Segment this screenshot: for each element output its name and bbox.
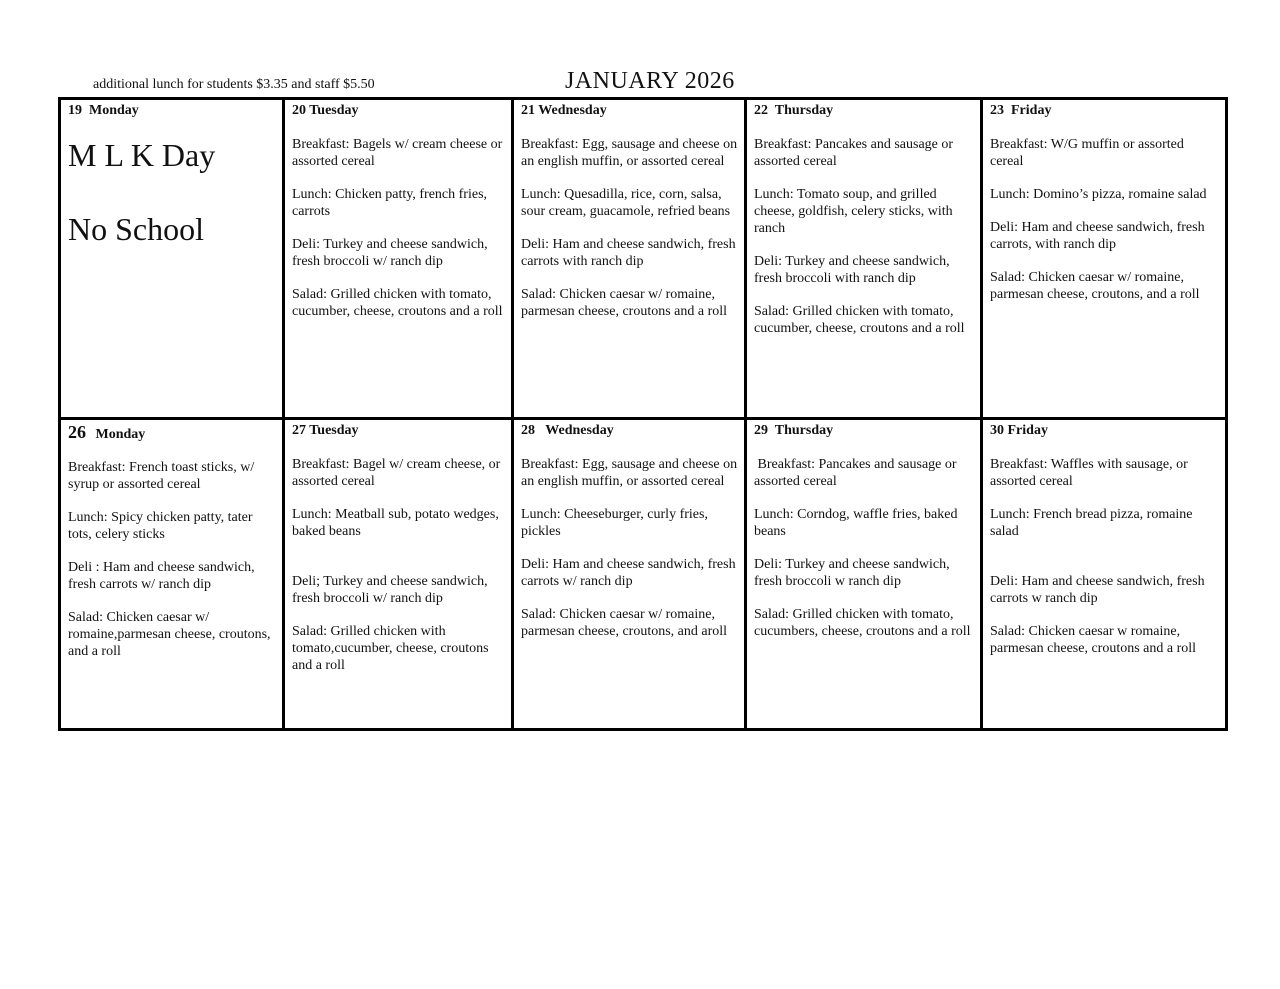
breakfast-item: Breakfast: Waffles with sausage, or assorted cereal — [990, 457, 1188, 489]
deli-item: Deli: Turkey and cheese sandwich, fresh broccoli w/ ranch dip — [292, 237, 488, 269]
salad-item: Salad: Chicken caesar w/ romaine, parmesan cheese, croutons, and a roll — [990, 270, 1200, 302]
deli-item: Deli: Ham and cheese sandwich, fresh carrots w ranch dip — [990, 574, 1205, 606]
lunch-item: Lunch: Corndog, waffle fries, baked beans — [754, 507, 958, 539]
breakfast-item: Breakfast: Egg, sausage and cheese on an english muffin, or assorted cereal — [521, 457, 738, 489]
day-cell-22-thursday — [747, 100, 983, 420]
lunch-item: Lunch: Chicken patty, french fries, carrots — [292, 187, 488, 219]
holiday-title: M L K Day — [68, 137, 216, 173]
day-header: 28 Wednesday — [521, 423, 614, 438]
day-cell-23-friday — [983, 100, 1225, 420]
salad-item: Salad: Grilled chicken with tomato,cucumber, cheese, croutons and a roll — [292, 624, 489, 673]
menu-calendar-grid — [58, 97, 1228, 731]
calendar-title: JANUARY 2026 — [565, 68, 735, 94]
day-name: Monday — [95, 427, 146, 442]
holiday-subtitle: No School — [68, 211, 204, 247]
deli-item: Deli: Ham and cheese sandwich, fresh carrots w/ ranch dip — [521, 557, 736, 589]
day-cell-30-friday — [983, 420, 1225, 728]
breakfast-item: Breakfast: Bagel w/ cream cheese, or assorted cereal — [292, 457, 501, 489]
day-header: 20 Tuesday — [292, 103, 359, 118]
day-cell-20-tuesday — [285, 100, 514, 420]
lunch-item: Lunch: Tomato soup, and grilled cheese, goldfish, celery sticks, with ranch — [754, 187, 953, 236]
deli-item: Deli; Turkey and cheese sandwich, fresh broccoli w/ ranch dip — [292, 574, 488, 606]
lunch-item: Lunch: Cheeseburger, curly fries, pickles — [521, 507, 708, 539]
deli-item: Deli: Turkey and cheese sandwich, fresh broccoli w ranch dip — [754, 557, 950, 589]
day-header — [68, 424, 276, 443]
day-cell-29-thursday — [747, 420, 983, 728]
deli-item: Deli: Ham and cheese sandwich, fresh carrots with ranch dip — [521, 237, 736, 269]
salad-item: Salad: Chicken caesar w romaine, parmesan cheese, croutons and a roll — [990, 624, 1197, 656]
day-header: 27 Tuesday — [292, 423, 359, 438]
breakfast-item: Breakfast: Egg, sausage and cheese on an english muffin, or assorted cereal — [521, 137, 738, 169]
day-cell-26-monday — [61, 420, 285, 728]
breakfast-item: Breakfast: French toast sticks, w/ syrup or assorted cereal — [68, 460, 255, 492]
lunch-item: Lunch: French bread pizza, romaine salad — [990, 507, 1193, 539]
day-cell-19-monday — [61, 100, 285, 420]
day-cell-21-wednesday — [514, 100, 747, 420]
breakfast-item: Breakfast: Bagels w/ cream cheese or assorted cereal — [292, 137, 503, 169]
breakfast-item: Breakfast: Pancakes and sausage or assorted cereal — [754, 457, 961, 489]
lunch-item: Lunch: Spicy chicken patty, tater tots, celery sticks — [68, 510, 253, 542]
day-header: 29 Thursday — [754, 423, 834, 438]
deli-item: Deli : Ham and cheese sandwich, fresh carrots w/ ranch dip — [68, 560, 255, 592]
salad-item: Salad: Chicken caesar w/ romaine, parmesan cheese, croutons, and aroll — [521, 607, 728, 639]
day-header: 23 Friday — [990, 103, 1052, 118]
day-header: 22 Thursday — [754, 103, 834, 118]
breakfast-item: Breakfast: W/G muffin or assorted cereal — [990, 137, 1184, 169]
day-header: 30 Friday — [990, 423, 1048, 438]
day-header: 21 Wednesday — [521, 103, 607, 118]
day-header: 19 Monday — [68, 103, 139, 118]
salad-item: Salad: Grilled chicken with tomato, cucumber, cheese, croutons and a roll — [754, 304, 965, 336]
lunch-item: Lunch: Quesadilla, rice, corn, salsa, sour cream, guacamole, refried beans — [521, 187, 731, 219]
salad-item: Salad: Chicken caesar w/ romaine,parmesan cheese, croutons, and a roll — [68, 610, 271, 659]
price-note: additional lunch for students $3.35 and staff $5.50 — [93, 77, 375, 92]
day-number: 26 — [68, 422, 86, 442]
deli-item: Deli: Ham and cheese sandwich, fresh carrots, with ranch dip — [990, 220, 1205, 252]
day-cell-28-wednesday — [514, 420, 747, 728]
breakfast-item: Breakfast: Pancakes and sausage or assorted cereal — [754, 137, 954, 169]
lunch-item: Lunch: Meatball sub, potato wedges, baked beans — [292, 507, 499, 539]
salad-item: Salad: Grilled chicken with tomato, cucumbers, cheese, croutons and a roll — [754, 607, 971, 639]
deli-item: Deli: Turkey and cheese sandwich, fresh broccoli with ranch dip — [754, 254, 950, 286]
salad-item: Salad: Chicken caesar w/ romaine, parmesan cheese, croutons and a roll — [521, 287, 728, 319]
salad-item: Salad: Grilled chicken with tomato, cucumber, cheese, croutons and a roll — [292, 287, 503, 319]
lunch-item: Lunch: Domino’s pizza, romaine salad — [990, 187, 1207, 202]
day-cell-27-tuesday — [285, 420, 514, 728]
